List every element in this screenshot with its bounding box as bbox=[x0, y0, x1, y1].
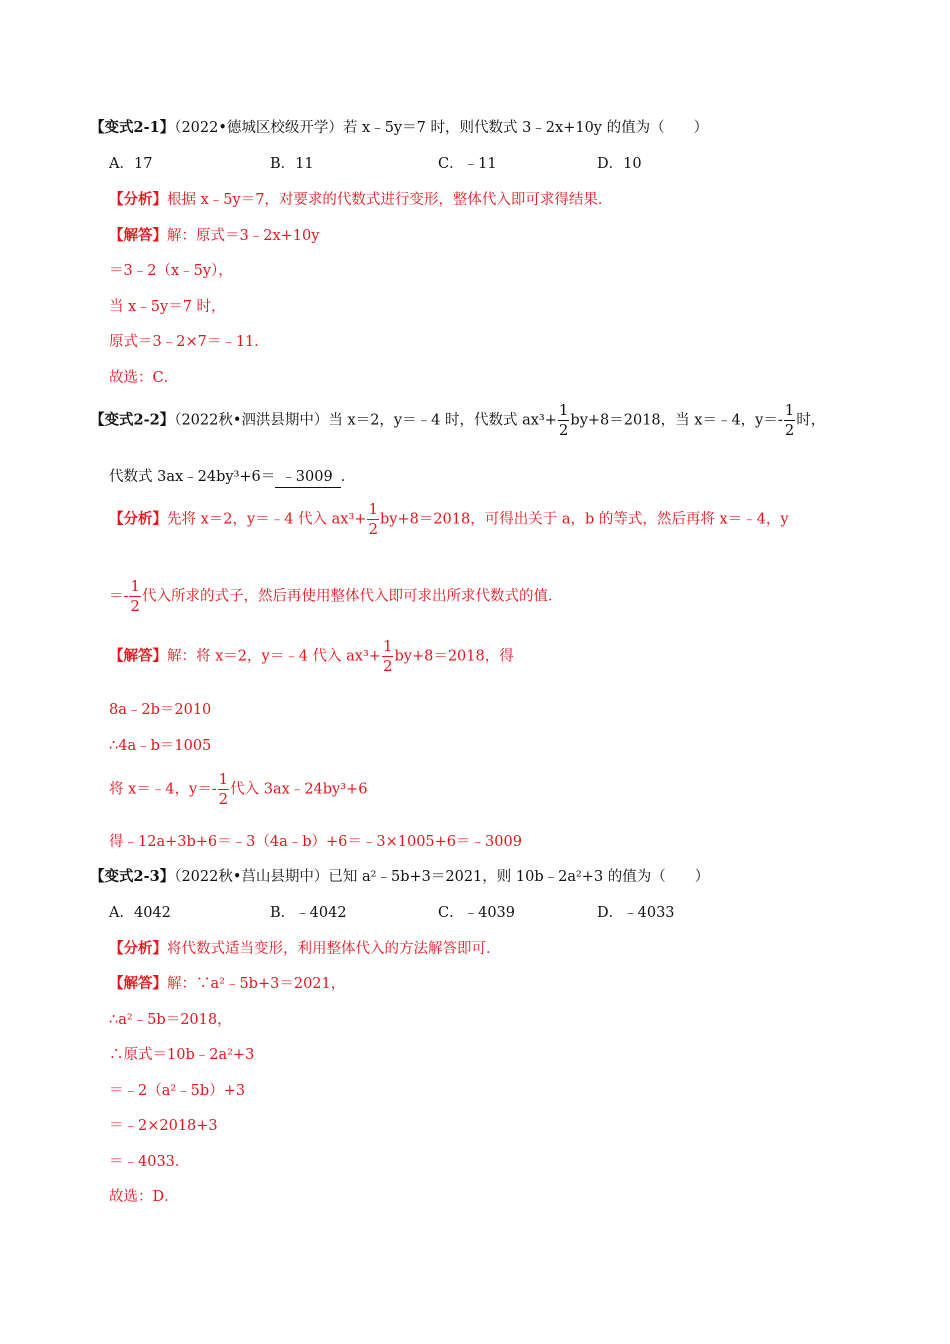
q3-answer-tag: 【解答】 bbox=[109, 975, 167, 992]
fraction-half bbox=[558, 401, 570, 440]
q1-answer-line-4: 原式＝3﹣2×7＝﹣11． bbox=[109, 334, 269, 350]
q2-stem-line-2 bbox=[109, 467, 355, 488]
q2-stem-line2-text: 代数式 3ax﹣24by³+6＝ bbox=[109, 469, 276, 485]
fraction-half bbox=[129, 577, 141, 616]
q1-tag: 【变式2-1】 bbox=[90, 119, 175, 136]
fraction-numerator: 1 bbox=[130, 577, 140, 595]
q3-answer-line-7: 故选：D． bbox=[109, 1189, 179, 1205]
q3-stem bbox=[90, 867, 709, 887]
q2-answer-line-1 bbox=[109, 637, 514, 676]
q1-analysis bbox=[109, 190, 612, 210]
fraction-half bbox=[367, 500, 379, 539]
q3-option-c: C．﹣4039 bbox=[438, 905, 515, 921]
q1-answer-text-1: 解：原式＝3﹣2x+10y bbox=[167, 228, 320, 244]
q2-answer-line-3: ∴4a﹣b＝1005 bbox=[109, 738, 212, 754]
fraction-half bbox=[382, 637, 394, 676]
q2-analysis-line-2 bbox=[109, 577, 562, 616]
fraction-half bbox=[218, 770, 230, 809]
fraction-numerator: 1 bbox=[382, 637, 393, 655]
q1-option-b: B．11 bbox=[270, 156, 314, 172]
q2-analysis-line-1 bbox=[109, 500, 789, 539]
fraction-denominator: 2 bbox=[218, 790, 229, 808]
q3-source: （2022秋•莒山县期中） bbox=[174, 869, 329, 885]
q2-answer-l4-b: 代入 3ax﹣24by³+6 bbox=[230, 781, 368, 798]
q3-analysis-text: 将代数式适当变形，利用整体代入的方法解答即可． bbox=[167, 941, 501, 957]
q1-analysis-text: 根据 x﹣5y＝7，对要求的代数式进行变形，整体代入即可求得结果． bbox=[167, 192, 613, 208]
fraction-denominator: 2 bbox=[784, 421, 795, 439]
q1-answer-line-3: 当 x﹣5y＝7 时， bbox=[109, 299, 226, 315]
q1-option-d: D．10 bbox=[597, 156, 642, 172]
q2-answer-line-2: 8a﹣2b＝2010 bbox=[109, 702, 212, 718]
q3-option-d: D．﹣4033 bbox=[597, 905, 675, 921]
q2-stem-line2-end: ． bbox=[340, 469, 356, 485]
fraction-numerator: 1 bbox=[218, 770, 229, 788]
q2-stem-c: 时， bbox=[796, 412, 826, 429]
q2-answer-l4-a: 将 x＝﹣4，y＝- bbox=[109, 781, 217, 798]
q2-source: （2022秋•泗洪县期中） bbox=[174, 412, 329, 429]
fraction-denominator: 2 bbox=[558, 421, 569, 439]
q3-answer-text-1: 解：∵a²﹣5b+3＝2021， bbox=[167, 976, 346, 992]
q1-source: （2022•德城区校级开学） bbox=[174, 120, 343, 136]
q2-answer-b: by+8＝2018，得 bbox=[394, 648, 514, 665]
q3-option-b: B．﹣4042 bbox=[270, 905, 347, 921]
q3-answer-line-4: ＝﹣2（a²﹣5b）+3 bbox=[109, 1083, 246, 1099]
q1-analysis-tag: 【分析】 bbox=[109, 191, 167, 208]
q3-analysis-tag: 【分析】 bbox=[109, 940, 167, 957]
q3-answer-line-1 bbox=[109, 974, 345, 994]
q2-answer-line-4 bbox=[109, 770, 367, 809]
q2-analysis-c-pre: ＝- bbox=[109, 588, 129, 605]
q2-answer-blank: ﹣3009 bbox=[275, 467, 340, 488]
q2-stem bbox=[90, 401, 825, 440]
q1-option-a: A．17 bbox=[109, 156, 153, 172]
q2-tag: 【变式2-2】 bbox=[90, 411, 175, 429]
q2-analysis-a: 先将 x＝2，y＝﹣4 代入 ax³+ bbox=[167, 511, 367, 528]
q3-answer-line-5: ＝﹣2×2018+3 bbox=[109, 1118, 218, 1134]
q2-answer-line-5: 得﹣12a+3b+6＝﹣3（4a﹣b）+6＝﹣3×1005+6＝﹣3009 bbox=[109, 834, 522, 850]
q1-answer-line-1 bbox=[109, 226, 319, 246]
q2-analysis-c: 代入所求的式子，然后再使用整体代入即可求出所求代数式的值． bbox=[141, 588, 563, 605]
fraction-denominator: 2 bbox=[368, 520, 378, 538]
q3-answer-line-6: ＝﹣4033． bbox=[109, 1154, 190, 1170]
q1-answer-tag: 【解答】 bbox=[109, 227, 167, 244]
fraction-half bbox=[784, 401, 796, 440]
q3-answer-line-2: ∴a²﹣5b＝2018， bbox=[109, 1012, 232, 1028]
q1-stem-text: 若 x﹣5y＝7 时，则代数式 3﹣2x+10y 的值为（ ） bbox=[342, 120, 709, 136]
fraction-numerator: 1 bbox=[558, 401, 569, 419]
q3-stem-text: 已知 a²﹣5b+3＝2021，则 10b﹣2a²+3 的值为（ ） bbox=[328, 869, 710, 885]
q2-stem-b: by+8＝2018，当 x＝﹣4，y＝- bbox=[570, 412, 783, 429]
q2-stem-a: 当 x＝2，y＝﹣4 时，代数式 ax³+ bbox=[328, 412, 557, 429]
fraction-numerator: 1 bbox=[368, 500, 378, 518]
q1-answer-line-2: ＝3﹣2（x﹣5y）， bbox=[109, 263, 233, 279]
q2-analysis-tag: 【分析】 bbox=[109, 510, 167, 528]
q1-stem bbox=[90, 118, 708, 138]
fraction-denominator: 2 bbox=[382, 657, 393, 675]
q2-answer-tag: 【解答】 bbox=[109, 647, 167, 665]
q3-option-a: A．4042 bbox=[109, 905, 171, 921]
fraction-numerator: 1 bbox=[784, 401, 795, 419]
q1-answer-line-5: 故选：C． bbox=[109, 370, 179, 386]
q1-option-c: C．﹣11 bbox=[438, 156, 497, 172]
fraction-denominator: 2 bbox=[130, 597, 140, 615]
q3-answer-line-3: ∴原式＝10b﹣2a²+3 bbox=[109, 1047, 255, 1063]
q3-tag: 【变式2-3】 bbox=[90, 868, 175, 885]
q3-analysis bbox=[109, 939, 501, 959]
q2-answer-a: 解：将 x＝2，y＝﹣4 代入 ax³+ bbox=[167, 648, 381, 665]
q2-analysis-b: by+8＝2018，可得出关于 a，b 的等式，然后再将 x＝﹣4，y bbox=[379, 511, 789, 528]
